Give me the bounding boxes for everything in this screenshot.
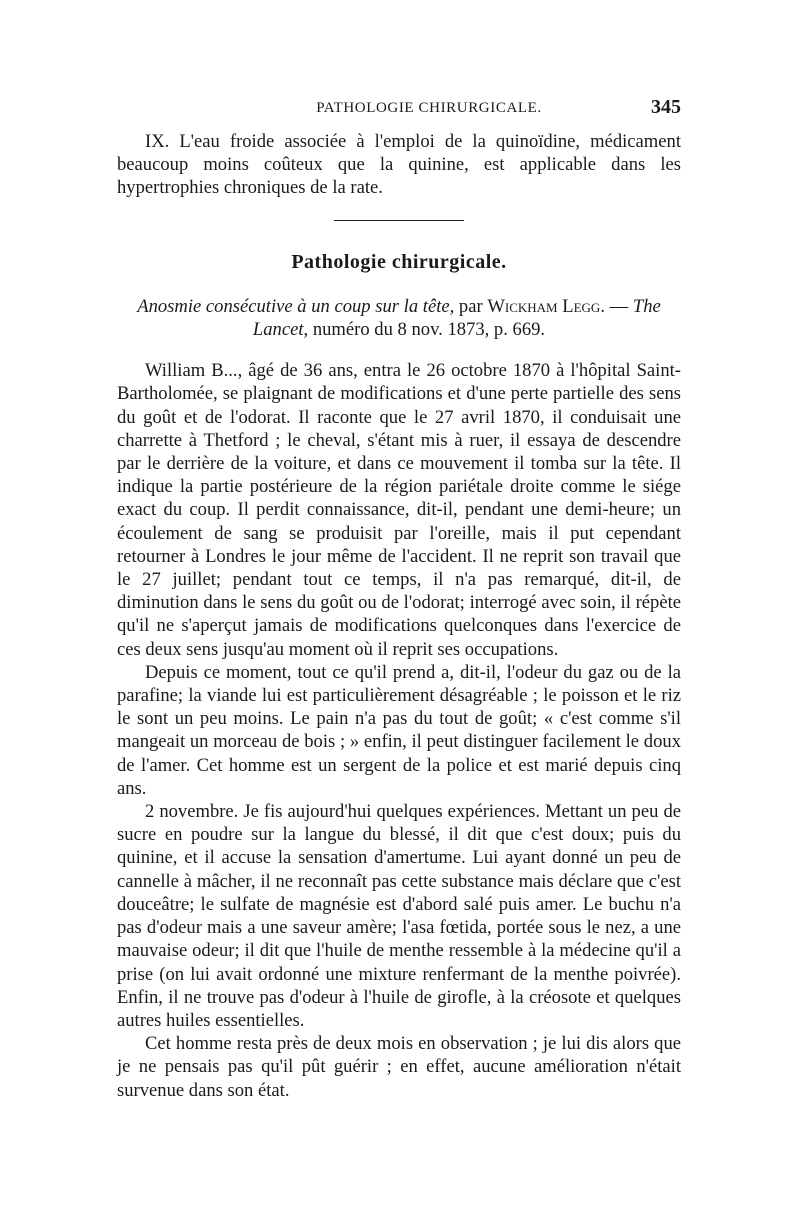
article-author: Wickham Legg. xyxy=(487,295,605,317)
body-paragraph: 2 novembre. Je fis aujourd'hui quelques expériences. Mettant un peu de sucre en poudre sur la langue du blessé, il dit que c'est doux; puis du quinine, et il accuse la sensation d'amertume. Lui ayant donné un peu de cannelle à mâcher, il ne reconnaît pas cette substance mais déclare que c'est douceâtre; le sulfate de magnésie est d'abord salé puis amer. Le buchu n'a pas d'odeur mais a une saveur amère; l'asa fœtida, portée sous le nez, a une mauvaise odeur; il dit que l'huile de menthe ressemble à la médecine qu'il a prise (on lui avait ordonné une mixture renfermant de la menthe poivrée). Enfin, il ne trouve pas d'odeur à l'huile de girofle, à la créosote et quelques autres huiles essentielles. xyxy=(117,801,681,1031)
article-journal: The Lancet, xyxy=(252,295,661,341)
page-body xyxy=(117,130,681,1102)
body-paragraph: Cet homme resta près de deux mois en observation ; je lui dis alors que je ne pensais pas qu'il pût guérir ; en effet, aucune amélioration n'était survenue dans son état. xyxy=(117,1033,681,1101)
intro-paragraph: IX. L'eau froide associée à l'emploi de la quinoïdine, médicament beaucoup moins coûteux que la quinine, est applicable dans les hypertrophies chroniques de la rate. xyxy=(117,131,681,199)
body-paragraph: Depuis ce moment, tout ce qu'il prend a, dit-il, l'odeur du gaz ou de la parafine; la viande lui est particulièrement désagréable ; le poisson et le riz le sont un peu moins. Le pain n'a pas du tout de goût; « c'est comme s'il mangeait un morceau de bois ; » enfin, il peut distinguer facilement le doux de l'amer. Cet homme est un sergent de la police et est marié depuis cinq ans. xyxy=(117,661,681,799)
article-by: par xyxy=(454,295,488,317)
running-title: PATHOLOGIE CHIRURGICALE. xyxy=(316,100,542,116)
section-heading: Pathologie chirurgicale. xyxy=(291,250,507,273)
section-divider xyxy=(334,220,464,221)
body-paragraph: William B..., âgé de 36 ans, entra le 26 octobre 1870 à l'hôpital Saint-Bartholomée, se plaignant de modifications et d'une perte partielle des sens du goût et de l'odorat. Il raconte que le 27 avril 1870, il conduisait une charrette à Thetford ; le cheval, s'étant mis à ruer, il essaya de descendre par le derrière de la voiture, et dans ce mouvement il tomba sur la tête. Il indique la partie postérieure de la région pariétale droite comme le siége exact du coup. Il perdit connaissance, dit-il, pendant une demi-heure; un écoulement de sang se produisit par l'oreille, mais il put cependant retourner à Londres le jour même de l'accident. Il ne reprit son travail que le 27 juillet; pendant tout ce temps, il n'a pas remarqué, dit-il, de diminution dans le sens du goût ou de l'odorat; interrogé avec soin, il répète qu'il ne s'aperçut jamais de modifications quelconques dans l'exercice de ces deux sens jusqu'au moment où il reprit ses occupations. xyxy=(117,360,681,660)
article-dash: — xyxy=(604,295,633,317)
running-head xyxy=(117,96,681,122)
article-reference xyxy=(117,295,681,341)
page-number: 345 xyxy=(651,96,681,118)
article-title: Anosmie consécutive à un coup sur la tête, xyxy=(137,295,455,317)
article-issue: numéro du 8 nov. 1873, p. 669. xyxy=(308,319,546,341)
